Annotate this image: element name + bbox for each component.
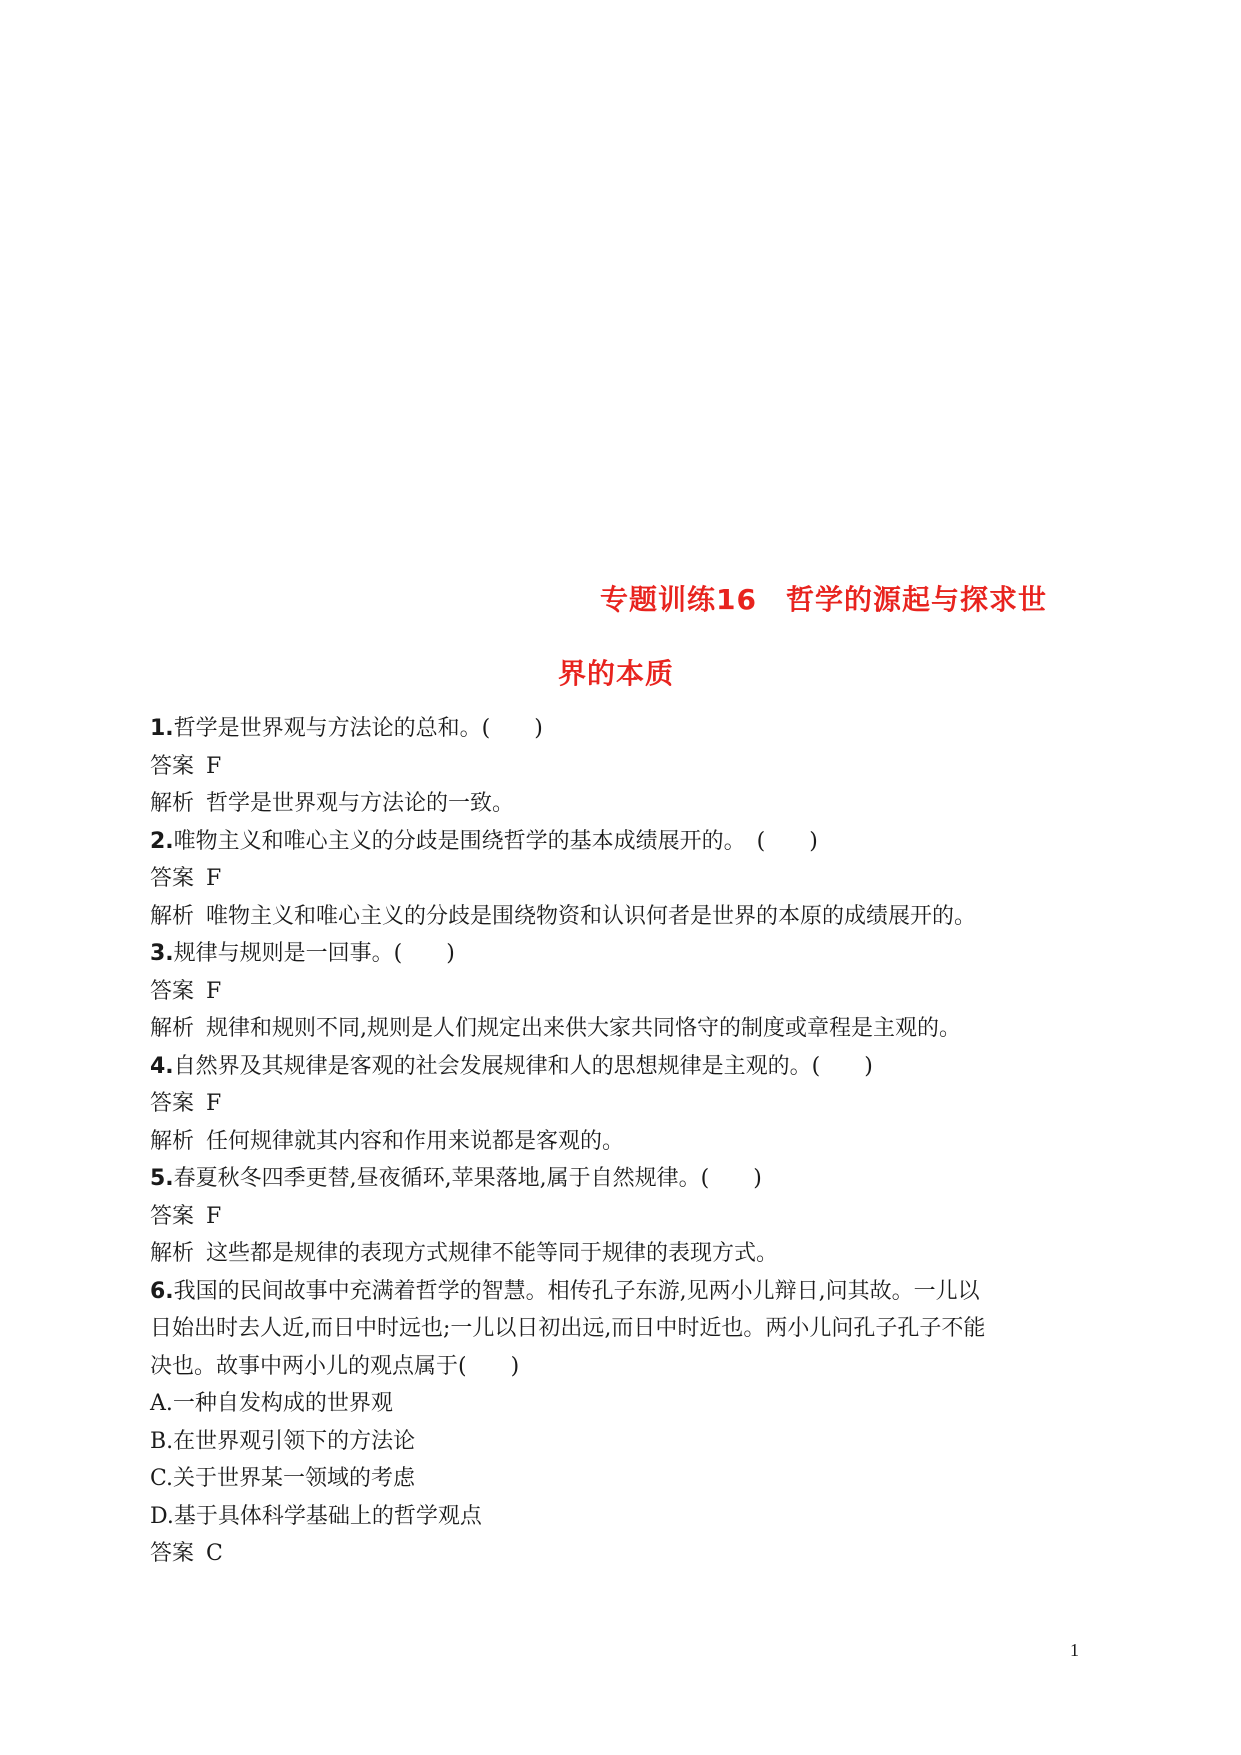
question-number: 6. (150, 1278, 174, 1304)
question-4 (150, 1048, 1090, 1086)
option-c: C.关于世界某一领域的考虑 (150, 1466, 416, 1491)
analysis-text: 哲学是世界观与方法论的一致。 (206, 791, 515, 816)
question-list (150, 710, 1090, 1573)
answer-row (150, 748, 1090, 786)
analysis-text: 唯物主义和唯心主义的分歧是围绕物资和认识何者是世界的本原的成绩展开的。 (206, 903, 977, 929)
answer-value: F (206, 753, 222, 779)
question-number: 2. (150, 828, 174, 854)
question-number: 4. (150, 1053, 174, 1079)
answer-label: 答案 (150, 1541, 195, 1566)
analysis-row (150, 785, 1090, 823)
analysis-text: 任何规律就其内容和作用来说都是客观的。 (206, 1128, 625, 1154)
question-5 (150, 1160, 1090, 1198)
page-title-line-2: 界的本质 (558, 657, 675, 690)
question-3 (150, 935, 1090, 973)
answer-row (150, 1085, 1090, 1123)
answer-value: F (206, 1091, 222, 1116)
question-1 (150, 710, 1090, 748)
analysis-row (150, 1235, 1090, 1273)
question-text: 规律与规则是一回事。( ) (173, 941, 455, 966)
question-text: 春夏秋冬四季更替,昼夜循环,苹果落地,属于自然规律。( ) (173, 1166, 762, 1191)
question-6-continuation (150, 1310, 1090, 1348)
analysis-text: 规律和规则不同,规则是人们规定出来供大家共同恪守的制度或章程是主观的。 (206, 1016, 962, 1041)
answer-label: 答案 (150, 866, 195, 891)
question-text: 哲学是世界观与方法论的总和。( ) (173, 716, 543, 741)
question-text: 自然界及其规律是客观的社会发展规律和人的思想规律是主观的。( ) (173, 1053, 873, 1079)
analysis-label: 解析 (150, 903, 195, 929)
answer-row (150, 860, 1090, 898)
question-6 (150, 1273, 1090, 1311)
question-number: 5. (150, 1166, 174, 1191)
option-d: D.基于具体科学基础上的哲学观点 (150, 1503, 482, 1529)
question-number: 1. (150, 716, 174, 741)
answer-value: F (206, 978, 222, 1004)
question-text-line-1: 我国的民间故事中充满着哲学的智慧。相传孔子东游,见两小儿辩日,问其故。一儿以 (173, 1278, 980, 1304)
analysis-row (150, 898, 1090, 936)
question-number: 3. (150, 941, 174, 966)
analysis-text: 这些都是规律的表现方式规律不能等同于规律的表现方式。 (206, 1241, 779, 1266)
option-a: A.一种自发构成的世界观 (150, 1391, 393, 1416)
analysis-row (150, 1010, 1090, 1048)
question-text-line-2: 日始出时去人近,而日中时远也;一儿以日初出远,而日中时近也。两小儿问孔子孔子不能 (150, 1316, 986, 1341)
answer-value: F (206, 1203, 222, 1229)
option-b: B.在世界观引领下的方法论 (150, 1428, 416, 1454)
analysis-label: 解析 (150, 1016, 195, 1041)
answer-row (150, 1535, 1090, 1573)
answer-label: 答案 (150, 1203, 195, 1229)
analysis-row (150, 1123, 1090, 1161)
answer-label: 答案 (150, 1091, 195, 1116)
analysis-label: 解析 (150, 1128, 195, 1154)
analysis-label: 解析 (150, 791, 195, 816)
answer-row (150, 1198, 1090, 1236)
answer-label: 答案 (150, 753, 195, 779)
question-2 (150, 823, 1090, 861)
analysis-label: 解析 (150, 1241, 195, 1266)
page-number: 1 (1070, 1640, 1079, 1660)
answer-value: F (206, 866, 222, 891)
answer-row (150, 973, 1090, 1011)
page-title-line-1: 专题训练16 哲学的源起与探求世 (600, 583, 1047, 616)
question-text: 唯物主义和唯心主义的分歧是围绕哲学的基本成绩展开的。 ( ) (173, 828, 818, 854)
answer-label: 答案 (150, 978, 195, 1004)
question-6-continuation (150, 1348, 1090, 1386)
question-text-line-3: 决也。故事中两小儿的观点属于( ) (150, 1353, 520, 1379)
answer-value: C (206, 1541, 223, 1566)
